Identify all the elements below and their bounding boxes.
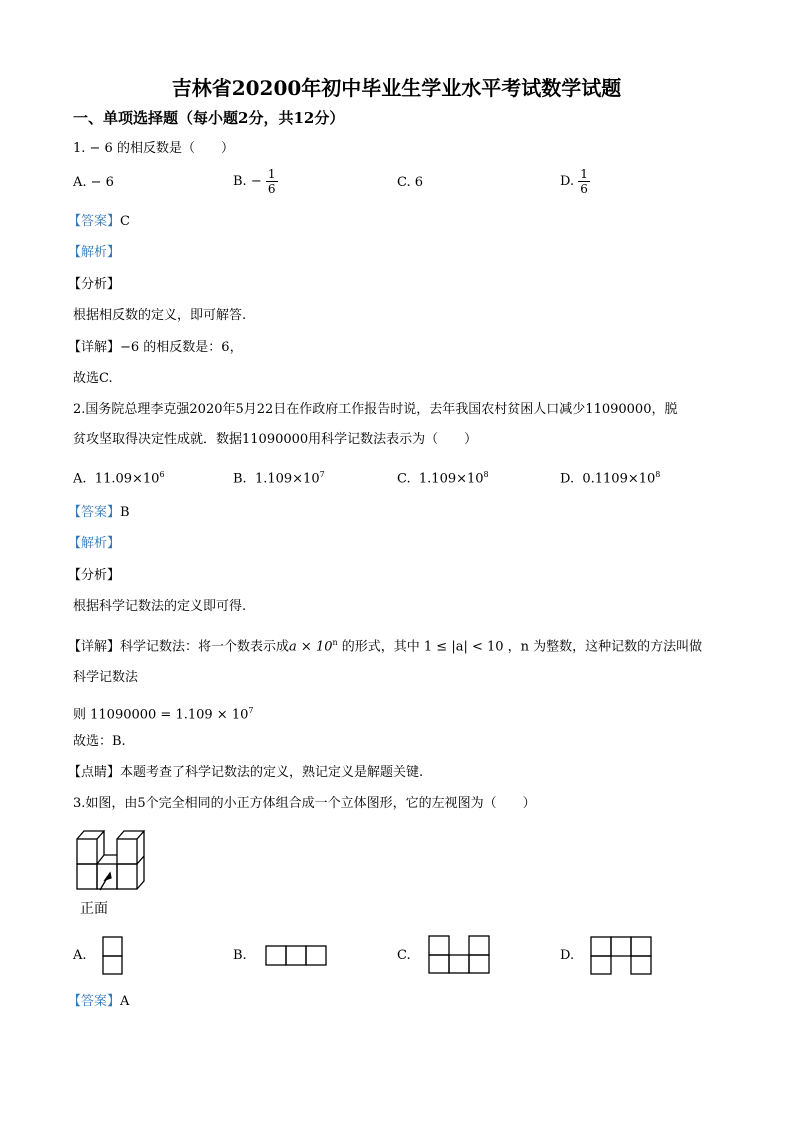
q1-answer	[68, 214, 130, 230]
option-b-figure	[265, 945, 329, 967]
option-label: C.	[397, 471, 411, 487]
q2-option-b	[233, 470, 325, 486]
section-heading: 一、单项选择题（每小题2分，共12分）	[73, 109, 345, 127]
denominator: 6	[267, 182, 276, 196]
q1-option-d	[560, 167, 590, 196]
formula: a × 10	[289, 639, 333, 655]
q2-answer	[68, 505, 130, 521]
option-value: 0.1109×10	[582, 471, 656, 487]
exponent: n	[332, 638, 338, 647]
option-c-figure	[428, 935, 492, 975]
q2-detail-line2: 科学记数法	[73, 670, 139, 685]
dianjing-text: 本题考查了科学记数法的定义，熟记定义是解题关键.	[120, 765, 424, 780]
q1-fenxi: 【分析】	[68, 277, 121, 292]
q2-jiexi: 【解析】	[68, 536, 121, 551]
q3-answer	[68, 994, 129, 1010]
q2-fenxi: 【分析】	[68, 568, 121, 583]
option-label: B.	[233, 471, 247, 487]
q1-jiexi: 【解析】	[68, 245, 121, 260]
q3-option-b: B.	[233, 948, 247, 963]
q1-stem: 1. − 6 的相反数是（ ）	[73, 141, 234, 156]
q2-option-a	[73, 470, 165, 486]
option-label: D.	[560, 174, 575, 189]
option-d-figure	[590, 936, 654, 976]
option-label: A.	[73, 471, 87, 487]
detail-text: 科学记数法：将一个数表示成	[120, 639, 290, 655]
answer-value: C	[120, 214, 130, 229]
front-label: 正面	[80, 901, 108, 917]
detail-label: 【详解】	[68, 340, 121, 355]
numerator: 1	[267, 167, 276, 181]
formula: 则 11090000 = 1.109 × 10	[73, 707, 249, 723]
exponent: 7	[319, 470, 325, 479]
dianjing-label: 【点睛】	[68, 765, 121, 780]
q2-dianjing	[68, 765, 423, 781]
q1-detail	[68, 340, 243, 356]
answer-label: 【答案】	[68, 994, 121, 1009]
q2-stem-line2: 贫攻坚取得决定性成就．数据11090000用科学记数法表示为（ ）	[73, 432, 478, 447]
q3-option-c: C.	[397, 948, 411, 963]
option-label: B. −	[233, 174, 262, 189]
exponent: 7	[248, 706, 254, 715]
option-value: 1.109×10	[418, 471, 484, 487]
q1-option-b	[233, 167, 278, 196]
answer-label: 【答案】	[68, 505, 121, 520]
q1-option-c: C. 6	[397, 175, 424, 190]
q2-option-d	[560, 470, 660, 486]
answer-label: 【答案】	[68, 214, 121, 229]
q2-stem-line1: 2.国务院总理李克强2020年5月22日在作政府工作报告时说，去年我国农村贫困人口减少11090000，脱	[73, 402, 678, 417]
q2-analysis: 根据科学记数法的定义即可得.	[73, 599, 247, 614]
fraction	[578, 167, 590, 196]
q3-option-a: A.	[73, 948, 87, 963]
detail-label: 【详解】	[68, 639, 121, 655]
denominator: 6	[580, 182, 588, 196]
answer-value: B	[120, 505, 130, 520]
q2-detail-line1	[68, 635, 702, 655]
q2-option-c	[397, 470, 489, 486]
exponent: 8	[655, 470, 661, 479]
q1-analysis: 根据相反数的定义，即可解答.	[73, 308, 247, 323]
detail-text: 的形式，其中 1 ≤ |a| < 10 ，n 为整数，这种记数的方法叫做	[337, 639, 703, 655]
answer-value: A	[120, 994, 130, 1009]
fraction	[266, 167, 278, 196]
q1-conclusion: 故选C.	[73, 371, 113, 386]
option-a-figure	[102, 936, 124, 976]
option-value: 1.109×10	[254, 471, 320, 487]
exponent: 6	[159, 470, 165, 479]
q2-conclusion: 故选：B.	[73, 734, 126, 749]
cube-figure	[72, 828, 172, 893]
exponent: 8	[483, 470, 489, 479]
option-value: 11.09×10	[94, 471, 160, 487]
numerator: 1	[580, 167, 588, 181]
q3-option-d: D.	[560, 948, 575, 963]
q1-option-a: A. − 6	[73, 175, 114, 190]
q2-detail-line3	[73, 703, 253, 723]
detail-text: −6 的相反数是：6，	[120, 340, 243, 355]
q3-stem: 3.如图，由5个完全相同的小正方体组合成一个立体图形，它的左视图为（ ）	[73, 796, 536, 811]
page-title: 吉林省20200年初中毕业生学业水平考试数学试题	[171, 76, 622, 100]
option-label: D.	[560, 471, 575, 487]
